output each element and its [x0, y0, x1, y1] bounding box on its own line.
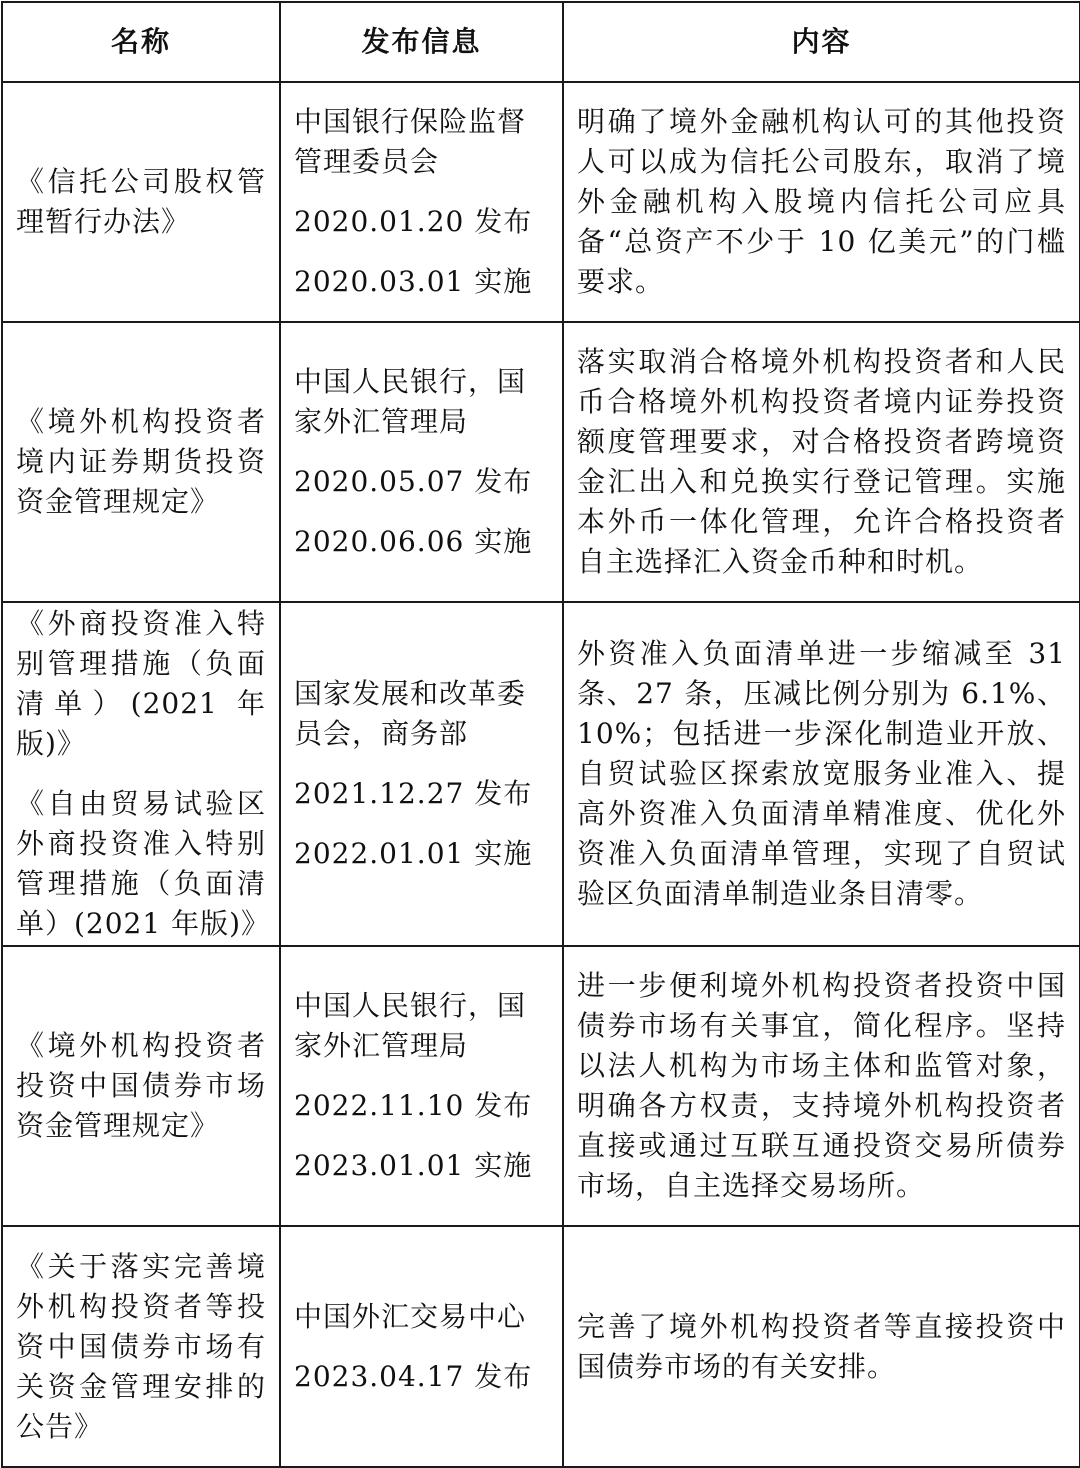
issuer: 中国银行保险监督管理委员会 [294, 105, 527, 178]
issuer: 国家发展和改革委员会，商务部 [294, 677, 527, 750]
policy-name: 《关于落实完善境外机构投资者等投资中国债券市场有关资金管理安排的公告》 [16, 1249, 266, 1443]
header-publication-info: 发布信息 [280, 2, 563, 82]
content-cell [563, 1226, 1080, 1467]
publication-info-cell [280, 602, 563, 946]
publication-info-cell [280, 1226, 563, 1467]
policy-content: 落实取消合格境外机构投资者和人民币合格境外机构投资者境内证券投资额度管理要求，对合格投资者跨境资金汇出入和兑换实行登记管理。实施本外币一体化管理，允许合格投资者自主选择汇入资金币种和时机。 [577, 345, 1066, 578]
policy-name: 《境外机构投资者投资中国债券市场资金管理规定》 [16, 1029, 266, 1142]
table-row [2, 82, 1080, 322]
effective-date: 2020.03.01 实施 [294, 265, 533, 298]
policy-content: 进一步便利境外机构投资者投资中国债券市场有关事宜，简化程序。坚持以法人机构为市场主体和监管对象，明确各方权责，支持境外机构投资者直接或通过互联互通投资交易所债券市场，自主选择交易场所。 [577, 969, 1066, 1202]
publication-info-cell [280, 322, 563, 602]
issuer: 中国外汇交易中心 [294, 1299, 527, 1333]
table-row [2, 602, 1080, 946]
release-date: 2021.12.27 发布 [294, 777, 533, 810]
policy-name-cell [2, 322, 280, 602]
publication-info-cell [280, 946, 563, 1226]
effective-date: 2023.01.01 实施 [294, 1149, 533, 1182]
header-content: 内容 [563, 2, 1080, 82]
issuer: 中国人民银行，国家外汇管理局 [294, 365, 527, 438]
header-name: 名称 [2, 2, 280, 82]
table-row [2, 322, 1080, 602]
effective-date: 2020.06.06 实施 [294, 525, 533, 558]
release-date: 2023.04.17 发布 [294, 1359, 533, 1393]
policy-name-cell [2, 946, 280, 1226]
table-row [2, 946, 1080, 1226]
release-date: 2020.05.07 发布 [294, 465, 533, 498]
release-date: 2022.11.10 发布 [294, 1089, 533, 1122]
policy-name-cell [2, 82, 280, 322]
policy-name: 《自由贸易试验区外商投资准入特别管理措施（负面清单）(2021 年版)》 [16, 787, 271, 940]
policy-content: 完善了境外机构投资者等直接投资中国债券市场的有关安排。 [577, 1309, 1066, 1383]
policy-name: 《外商投资准入特别管理措施（负面清单）(2021 年版)》 [16, 607, 266, 760]
table-row [2, 1226, 1080, 1467]
content-cell [563, 602, 1080, 946]
effective-date: 2022.01.01 实施 [294, 837, 533, 870]
content-cell [563, 322, 1080, 602]
header-row [2, 2, 1080, 82]
policy-table [1, 1, 1080, 1468]
content-cell [563, 946, 1080, 1226]
policy-content: 明确了境外金融机构认可的其他投资人可以成为信托公司股东，取消了境外金融机构入股境内信托公司应具备“总资产不少于 10 亿美元”的门槛要求。 [577, 105, 1066, 298]
policy-name: 《境外机构投资者境内证券期货投资资金管理规定》 [16, 405, 266, 518]
publication-info-cell [280, 82, 563, 322]
policy-name-cell [2, 1226, 280, 1467]
policy-name: 《信托公司股权管理暂行办法》 [16, 165, 266, 238]
policy-content: 外资准入负面清单进一步缩减至 31 条、27 条，压减比例分别为 6.1%、10%；包括进一步深化制造业开放、自贸试验区探索放宽服务业准入、提高外资准入负面清单精准度、优化外资准入负面清单管理，实现了自贸试验区负面清单制造业条目清零。 [577, 637, 1066, 910]
content-cell [563, 82, 1080, 322]
issuer: 中国人民银行，国家外汇管理局 [294, 989, 527, 1062]
policy-name-cell [2, 602, 280, 946]
release-date: 2020.01.20 发布 [294, 205, 533, 238]
